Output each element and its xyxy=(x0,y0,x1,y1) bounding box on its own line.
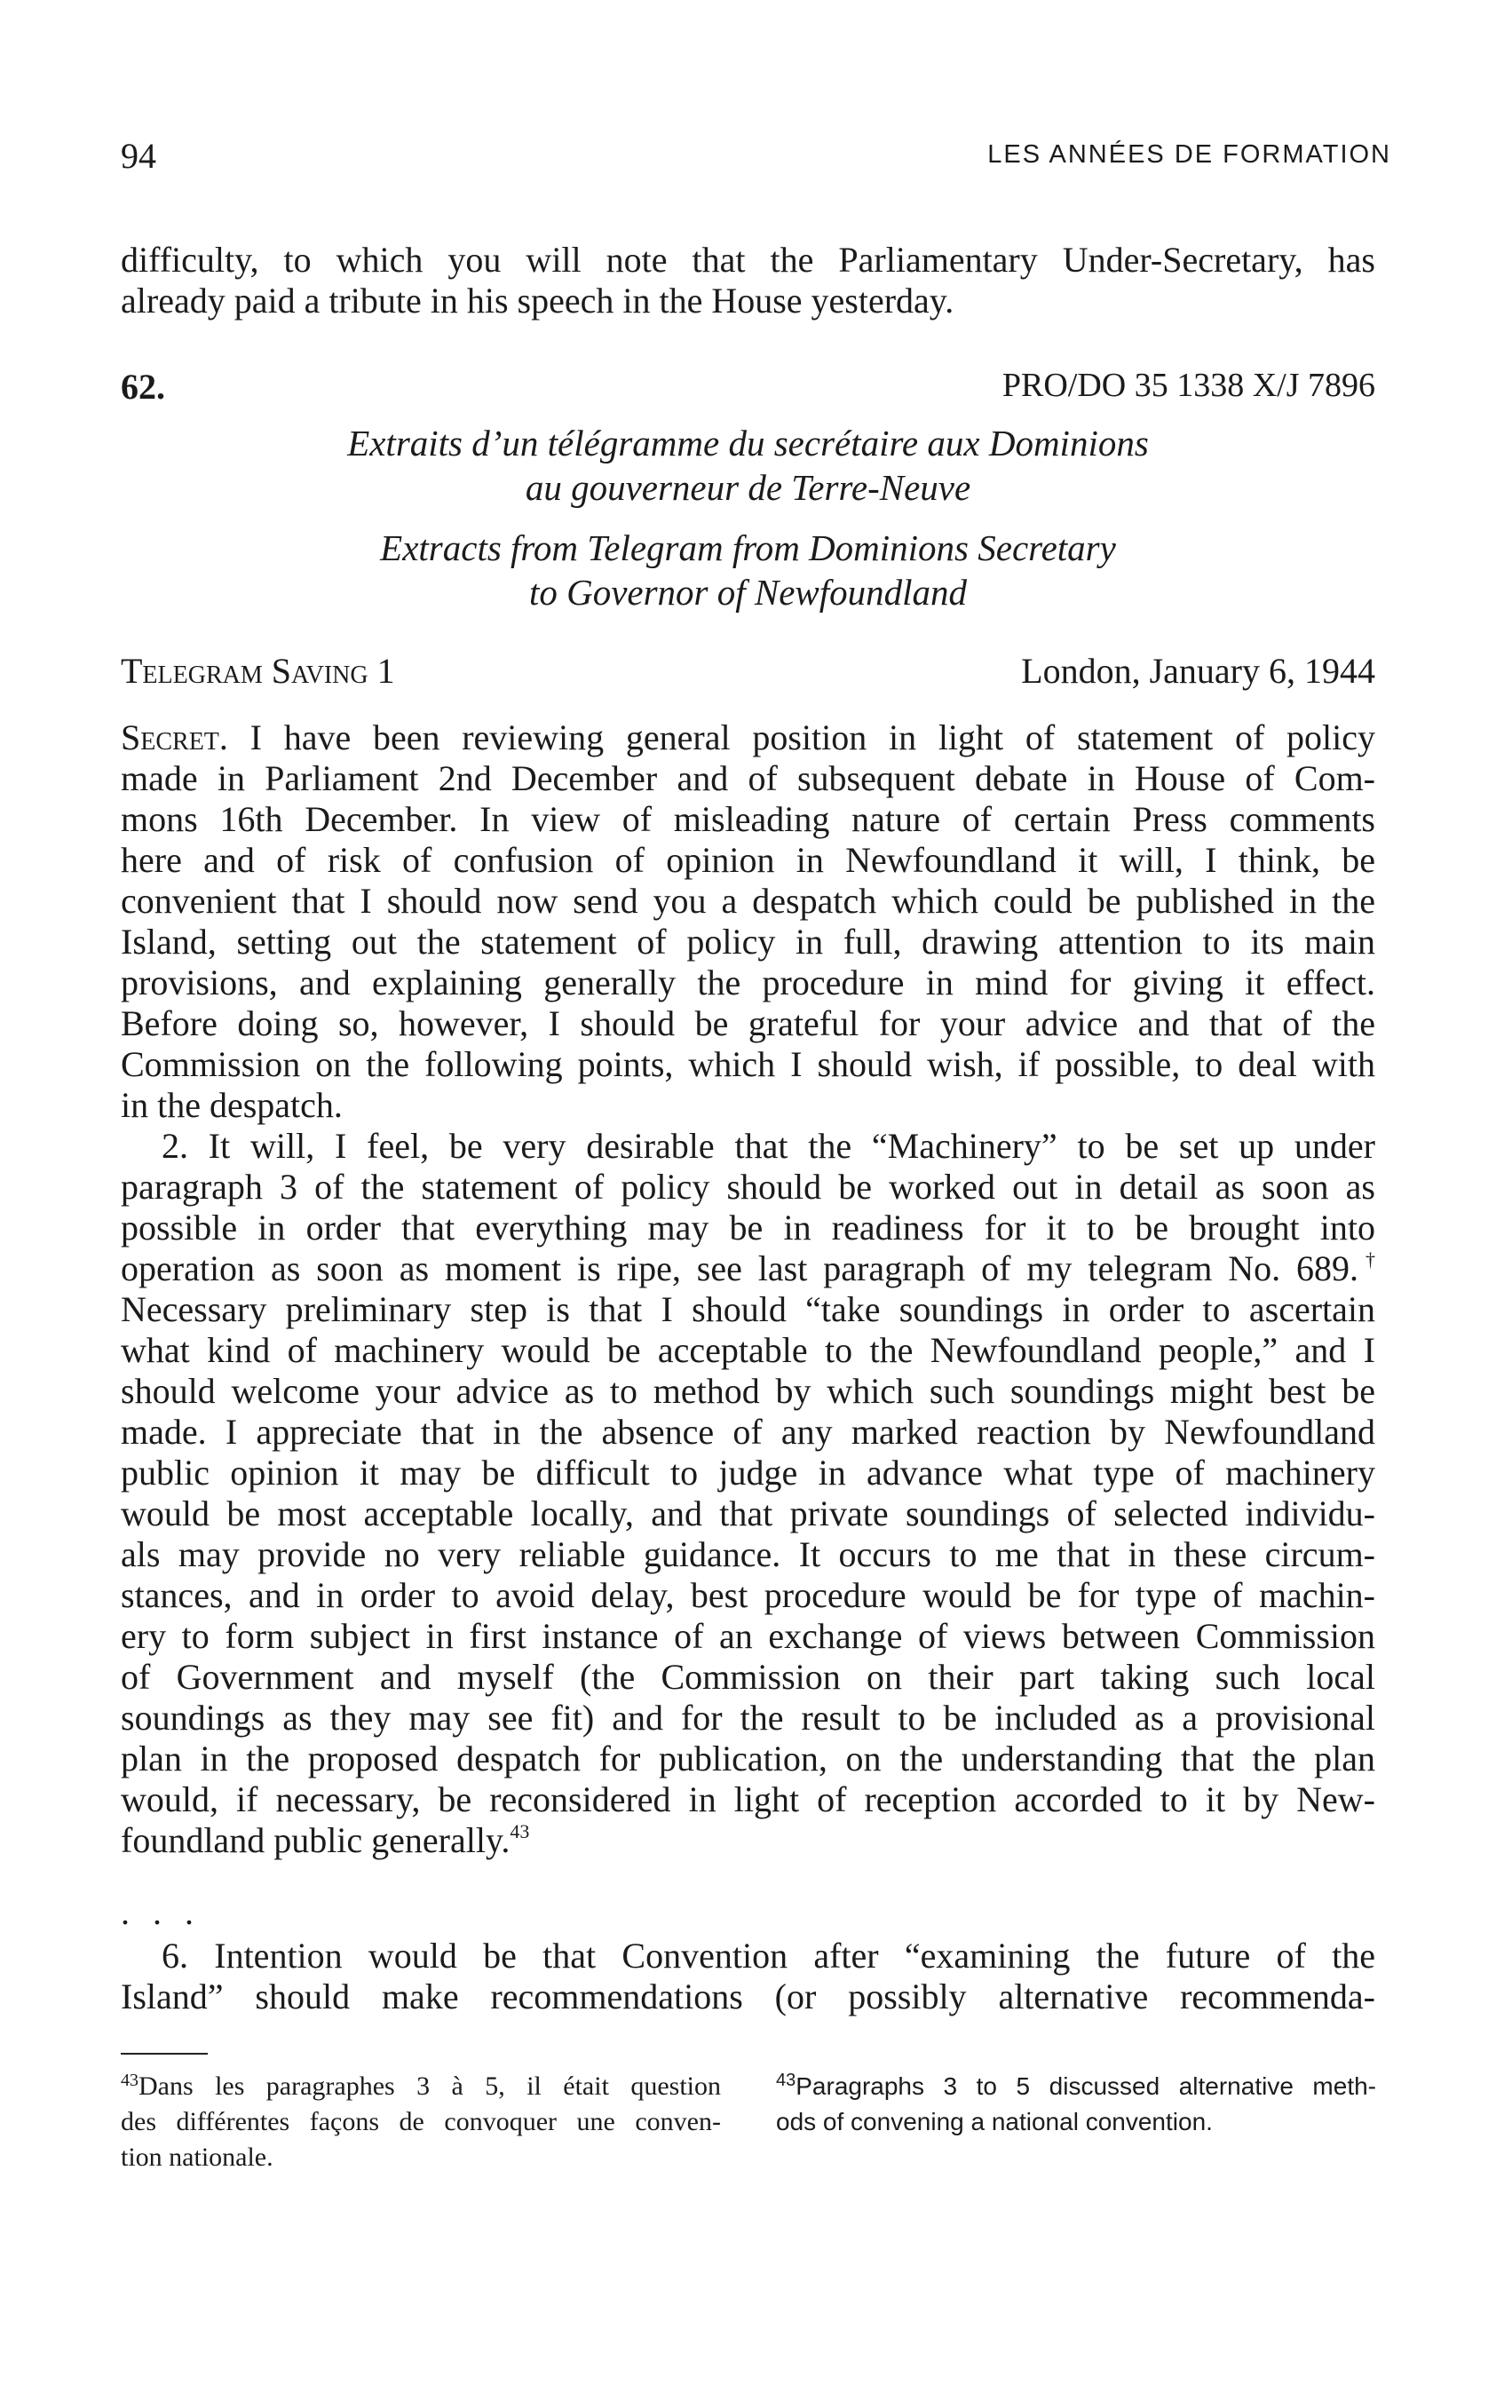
continued-paragraph xyxy=(121,240,1375,321)
paragraph-2-line: would be most acceptable locally, and that private soundings of selected individu- xyxy=(121,1493,1375,1533)
paragraph-6-line-2: Island” should make recommendations (or possibly alternative recommenda- xyxy=(121,1976,1375,2016)
paragraph-1-line: here and of risk of confusion of opinion in Newfoundland it will, I think, be xyxy=(121,840,1375,880)
continued-line-1: difficulty, to which you will note that the Parliamentary Under-Secretary, has xyxy=(121,240,1375,280)
footnote-marker: 43 xyxy=(776,2071,796,2090)
footnote-french-line: tion nationale. xyxy=(121,2143,273,2172)
paragraph-1-line: mons 16th December. In view of misleading nature of certain Press comments xyxy=(121,799,1375,839)
paragraph-1-line: Commission on the following points, which I should wish, if possible, to deal with xyxy=(121,1044,1375,1084)
footnote-rule xyxy=(121,2053,208,2055)
paragraph-2-line: made. I appreciate that in the absence of any marked reaction by Newfoundland xyxy=(121,1412,1375,1452)
paragraph-6 xyxy=(121,1936,1375,2017)
paragraph-2-line: als may provide no very reliable guidance. It occurs to me that in these circum- xyxy=(121,1534,1375,1574)
paragraph-2-line: of Government and myself (the Commission on their part taking such local xyxy=(121,1657,1375,1697)
paragraph-1 xyxy=(121,717,1375,1126)
paragraph-1-line: Before doing so, however, I should be grateful for your advice and that of the xyxy=(121,1003,1375,1043)
secret-lead: Secret. xyxy=(121,717,228,757)
continued-line-2: already paid a tribute in his speech in the House yesterday. xyxy=(121,281,954,321)
page-number: 94 xyxy=(121,136,156,176)
telegram-label: Telegram Saving 1 xyxy=(121,651,395,691)
paragraph-2-line: would, if necessary, be reconsidered in light of reception accorded to it by New- xyxy=(121,1779,1375,1819)
footnote-english-line: ods of convening a national convention. xyxy=(776,2108,1213,2135)
title-french-line-2: au gouverneur de Terre-Neuve xyxy=(525,467,971,508)
title-english-line-2: to Governor of Newfoundland xyxy=(528,572,968,613)
paragraph-6-line-1: 6. Intention would be that Convention after “examining the future of the xyxy=(162,1936,1375,1976)
place-date: London, January 6, 1944 xyxy=(1021,651,1375,691)
footnote-french xyxy=(121,2069,721,2175)
footnote-french-line: des différentes façons de convoquer une conven- xyxy=(121,2107,721,2136)
footnote-marker: 43 xyxy=(121,2071,139,2090)
document-header xyxy=(121,366,1375,410)
paragraph-2-line: possible in order that everything may be in readiness for it to be brought into xyxy=(121,1208,1375,1248)
archive-reference: PRO/DO 35 1338 X/J 7896 xyxy=(1001,367,1375,404)
title-french xyxy=(121,421,1375,510)
running-head xyxy=(121,135,1391,179)
title-english-line-1: Extracts from Telegram from Dominions Secretary xyxy=(380,527,1116,568)
paragraph-2-line: public opinion it may be difficult to judge in advance what type of machinery xyxy=(121,1453,1375,1493)
paragraph-2-line: what kind of machinery would be acceptable to the Newfoundland people,” and I xyxy=(121,1330,1375,1370)
footnote-french-line: $^{43}$Dans les paragraphes 3 à 5, il était question xyxy=(121,2071,721,2101)
running-title: LES ANNÉES DE FORMATION xyxy=(987,140,1391,169)
paragraph-2-line: plan in the proposed despatch for publication, on the understanding that the plan xyxy=(121,1739,1375,1778)
document-number: 62. xyxy=(121,367,165,407)
paragraph-2-line: Necessary preliminary step is that I should “take soundings in order to ascertain xyxy=(121,1289,1375,1329)
paragraph-1-line: in the despatch. xyxy=(121,1085,343,1125)
title-english xyxy=(121,526,1375,614)
paragraph-2-line: ery to form subject in first instance of an exchange of views between Commission xyxy=(121,1616,1375,1656)
footnote-english-line: $^{43}$Paragraphs 3 to 5 discussed alternative meth- xyxy=(776,2071,1376,2100)
paragraph-1-line: Island, setting out the statement of policy in full, drawing attention to its main xyxy=(121,922,1375,962)
paragraph-1-line: made in Parliament 2nd December and of subsequent debate in House of Com- xyxy=(121,758,1375,798)
paragraph-2-line: 2. It will, I feel, be very desirable that the “Machinery” to be set up under xyxy=(162,1126,1375,1166)
paragraph-1-text xyxy=(121,717,1375,1126)
paragraph-2 xyxy=(121,1126,1375,1861)
footnote-ref-43[interactable]: 43 xyxy=(510,1820,530,1842)
telegram-meta xyxy=(121,650,1375,694)
paragraph-2-line: stances, and in order to avoid delay, best procedure would be for type of machin- xyxy=(121,1575,1375,1615)
paragraph-2-line: should welcome your advice as to method by which such soundings might best be xyxy=(121,1371,1375,1411)
paragraph-1-line: provisions, and explaining generally the procedure in mind for giving it effect. xyxy=(121,962,1375,1002)
paragraph-1-line: Secret. I have been reviewing general position in light of statement of policy xyxy=(121,717,1376,757)
footnote-english xyxy=(776,2069,1376,2140)
paragraph-2-line: paragraph 3 of the statement of policy should be worked out in detail as soon as xyxy=(121,1167,1375,1207)
paragraph-2-line: foundland public generally.$^{43}$ xyxy=(121,1820,530,1860)
dagger-mark: † xyxy=(1358,1248,1375,1271)
paragraph-2-line: soundings as they may see fit) and for the result to be included as a provisional xyxy=(121,1698,1375,1738)
paragraph-2-text xyxy=(121,1126,1375,1861)
ellipsis: . . . xyxy=(121,1892,201,1932)
title-french-line-1: Extraits d’un télégramme du secrétaire aux Dominions xyxy=(347,423,1149,463)
paragraph-1-line: convenient that I should now send you a despatch which could be published in the xyxy=(121,881,1375,921)
paragraph-2-line: operation as soon as moment is ripe, see last paragraph of my telegram No. 689.† xyxy=(121,1248,1375,1288)
